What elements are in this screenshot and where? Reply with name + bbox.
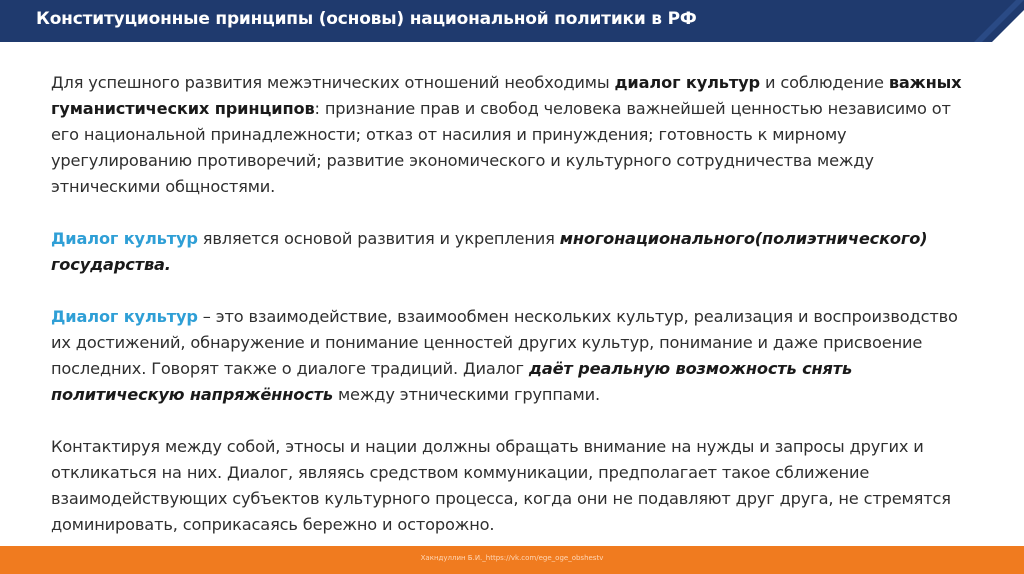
bold-italic-term: даёт реальную возможность снять политическую напряжённость [51, 359, 853, 404]
paragraph-intro [51, 70, 981, 200]
footer-bar [0, 546, 1024, 574]
bold-term: диалог культур [614, 73, 760, 92]
text-fragment: и соблюдение [759, 73, 889, 92]
text-fragment: является основой развития и укрепления [197, 229, 560, 248]
text-fragment: – это взаимодействие, взаимообмен нескольких культур, реализация и воспроизводство их достижений, обнаружение и понимание ценностей других культур, понимание и даже присвоение последних. Говорят также о диалоге традиций. Диалог [51, 307, 958, 378]
paragraph-contact [51, 434, 981, 538]
slide-body [51, 70, 981, 564]
footer-credit: Хакндуллин Б.И._https://vk.com/ege_oge_obshestv [420, 554, 604, 562]
slide-title: Конституционные принципы (основы) национальной политики в РФ [36, 9, 697, 29]
highlighted-term: Диалог культур [51, 229, 198, 248]
corner-accent-decoration [934, 0, 1024, 42]
paragraph-dialogue-definition [51, 304, 981, 408]
title-bar [0, 0, 1024, 42]
paragraph-dialogue-basis [51, 226, 981, 278]
text-fragment: между этническими группами. [333, 385, 600, 404]
text-fragment: Контактируя между собой, этносы и нации должны обращать внимание на нужды и запросы других и откликаться на них. Диалог, являясь средством коммуникации, предполагает такое сближение взаимодействующих субъектов культурного процесса, когда они не подавляют друг друга, не стремятся доминировать, соприкасаясь бережно и осторожно. [51, 437, 951, 534]
bold-term: важных гуманистических принципов [51, 73, 962, 118]
highlighted-term: Диалог культур [51, 307, 198, 326]
text-fragment: Для успешного развития межэтнических отношений необходимы [51, 73, 615, 92]
text-fragment: : признание прав и свобод человека важнейшей ценностью независимо от его национальной принадлежности; отказ от насилия и принуждения; готовность к мирному урегулированию противоречий; развитие экономического и культурного сотрудничества между этническими общностями. [51, 99, 951, 196]
bold-italic-term: многонационального(полиэтнического) государства. [51, 229, 928, 274]
